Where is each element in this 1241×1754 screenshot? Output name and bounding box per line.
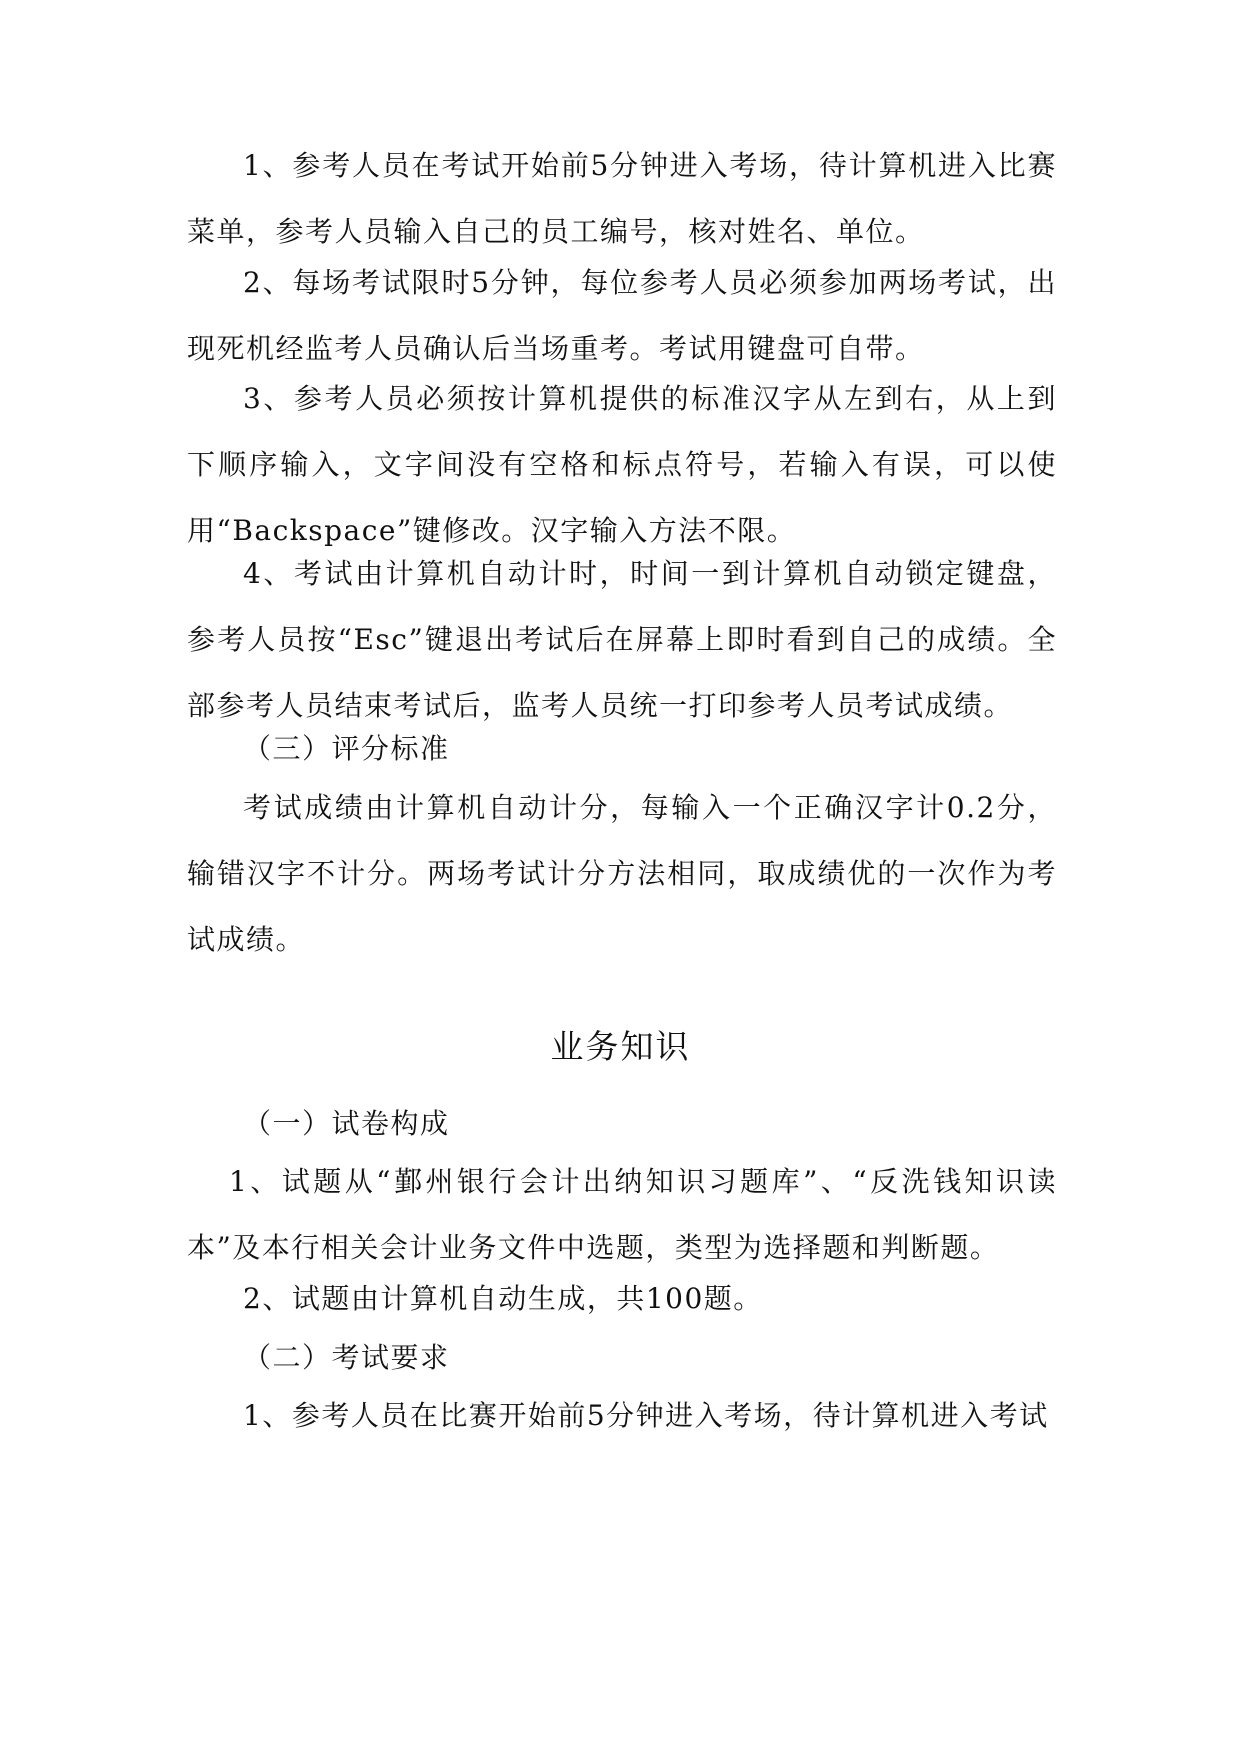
- section-title: 业务知识: [550, 1027, 691, 1066]
- scoring-paragraph: 考试成绩由计算机自动计分，每输入一个正确汉字计0.2分，输错汉字不计分。两场考试计分方法相同，取成绩优的一次作为考试成绩。: [187, 791, 1057, 956]
- paragraph-paper-item-1: 1、试题从“鄞州银行会计出纳知识习题库”、“反洗钱知识读本”及本行相关会计业务文件中选题，类型为选择题和判断题。: [187, 1165, 1057, 1264]
- paragraph-requirement-1: 1、参考人员在考试开始前5分钟进入考场，待计算机进入比赛菜单，参考人员输入自己的员工编号，核对姓名、单位。: [187, 149, 1057, 248]
- paragraph-paper-item-2: 2、试题由计算机自动生成，共100题。: [243, 1282, 763, 1315]
- heading-paper-structure: （一）试卷构成: [243, 1107, 450, 1140]
- paragraph-requirement-4: 4、考试由计算机自动计时，时间一到计算机自动锁定键盘，参考人员按“Esc”键退出考试后在屏幕上即时看到自己的成绩。全部参考人员结束考试后，监考人员统一打印参考人员考试成绩。: [187, 557, 1057, 722]
- heading-exam-requirements: （二）考试要求: [243, 1341, 450, 1374]
- scoring-heading: （三）评分标准: [243, 732, 450, 765]
- paragraph-requirement-3: 3、参考人员必须按计算机提供的标准汉字从左到右，从上到下顺序输入，文字间没有空格和标点符号，若输入有误，可以使用“Backspace”键修改。汉字输入方法不限。: [187, 382, 1057, 547]
- paragraph-exam-item-1: 1、参考人员在比赛开始前5分钟进入考场，待计算机进入考试: [243, 1399, 1049, 1432]
- paragraph-requirement-2: 2、每场考试限时5分钟，每位参考人员必须参加两场考试，出现死机经监考人员确认后当场重考。考试用键盘可自带。: [187, 266, 1057, 365]
